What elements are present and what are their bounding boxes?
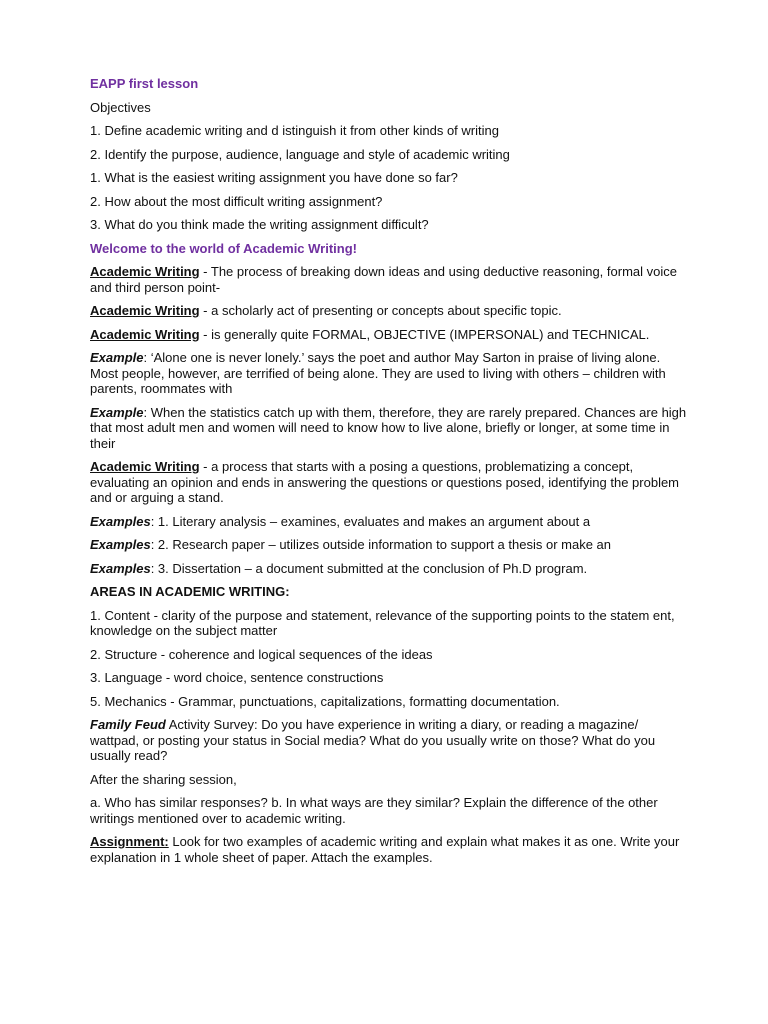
- assignment-text: Look for two examples of academic writing and explain what makes it as one. Write your explanation in 1 whole sheet of paper. Attach the examples.: [90, 834, 680, 865]
- document-title: EAPP first lesson: [90, 76, 199, 91]
- objective-item: 2. Identify the purpose, audience, language and style of academic writing: [90, 146, 510, 162]
- document-body: [90, 76, 690, 873]
- area-item: 2. Structure - coherence and logical sequences of the ideas: [90, 646, 433, 662]
- example-text: : ‘Alone one is never lonely.’ says the poet and author May Sarton in praise of living alone. Most people, however, are terrified of being alone. They are used to living with others – children with parents, roommates with: [90, 350, 666, 396]
- example-text: : When the statistics catch up with them, therefore, they are rarely prepared. Chances are high that most adult men and women will need to know how to live alone, briefly or longer, at some time in their: [90, 404, 687, 451]
- question-item: 1. What is the easiest writing assignment you have done so far?: [90, 170, 458, 185]
- after-sharing-text: After the sharing session,: [90, 771, 237, 787]
- area-item: 1. Content - clarity of the purpose and statement, relevance of the supporting points to the statem ent, knowledge on the subject matter: [90, 607, 675, 638]
- area-item: 3. Language - word choice, sentence constructions: [90, 670, 384, 685]
- definition-term: Academic Writing: [90, 459, 200, 474]
- example-label: Example: [90, 404, 144, 420]
- examples-text: : 1. Literary analysis – examines, evaluates and makes an argument about a: [150, 513, 591, 529]
- objectives-heading: Objectives: [90, 99, 151, 115]
- definition-paragraph: [90, 303, 690, 319]
- examples-label: Examples: [90, 537, 151, 552]
- examples-paragraph: [90, 537, 690, 553]
- area-item: 5. Mechanics - Grammar, punctuations, capitalizations, formatting documentation.: [90, 693, 560, 709]
- definition-text: - a scholarly act of presenting or concepts about specific topic.: [199, 303, 562, 318]
- question-item: 3. What do you think made the writing assignment difficult?: [90, 217, 429, 232]
- discussion-questions: a. Who has similar responses? b. In what ways are they similar? Explain the difference of the other writings mentioned over to academic writing.: [90, 795, 658, 826]
- assignment-paragraph: [90, 834, 690, 865]
- welcome-heading: Welcome to the world of Academic Writing!: [90, 240, 358, 256]
- definition-text: - is generally quite FORMAL, OBJECTIVE (IMPERSONAL) and TECHNICAL.: [199, 326, 650, 342]
- definition-paragraph: [90, 264, 690, 295]
- definition-paragraph: [90, 327, 690, 343]
- definition-term: Academic Writing: [90, 326, 200, 342]
- examples-paragraph: [90, 514, 690, 530]
- definition-paragraph: [90, 459, 690, 506]
- example-paragraph: [90, 350, 690, 397]
- example-label: Example: [90, 350, 144, 365]
- family-feud-text: Activity Survey: Do you have experience in writing a diary, or reading a magazine/ wattpad, or posting your status in Social media? What do you usually write on those? What do you usually read?: [90, 717, 656, 763]
- family-feud-label: Family Feud: [90, 717, 166, 732]
- examples-label: Examples: [90, 560, 151, 576]
- definition-term: Academic Writing: [90, 264, 200, 279]
- examples-label: Examples: [90, 513, 151, 529]
- question-item: 2. How about the most difficult writing assignment?: [90, 193, 383, 209]
- areas-heading: AREAS IN ACADEMIC WRITING:: [90, 584, 290, 599]
- activity-paragraph: [90, 717, 690, 764]
- examples-paragraph: [90, 561, 690, 577]
- examples-text: : 3. Dissertation – a document submitted at the conclusion of Ph.D program.: [150, 560, 588, 576]
- definition-text: - a process that starts with a posing a questions, problematizing a concept, evaluating an opinion and ends in answering the questions or questions posed, identifying the problem and or arguing a stand.: [90, 459, 680, 505]
- definition-text: - The process of breaking down ideas and using deductive reasoning, formal voice and third person point-: [90, 264, 677, 295]
- objective-item: 1. Define academic writing and d istinguish it from other kinds of writing: [90, 123, 499, 138]
- example-paragraph: [90, 405, 690, 452]
- examples-text: : 2. Research paper – utilizes outside information to support a thesis or make an: [150, 537, 612, 552]
- assignment-label: Assignment:: [90, 834, 169, 849]
- definition-term: Academic Writing: [90, 303, 200, 318]
